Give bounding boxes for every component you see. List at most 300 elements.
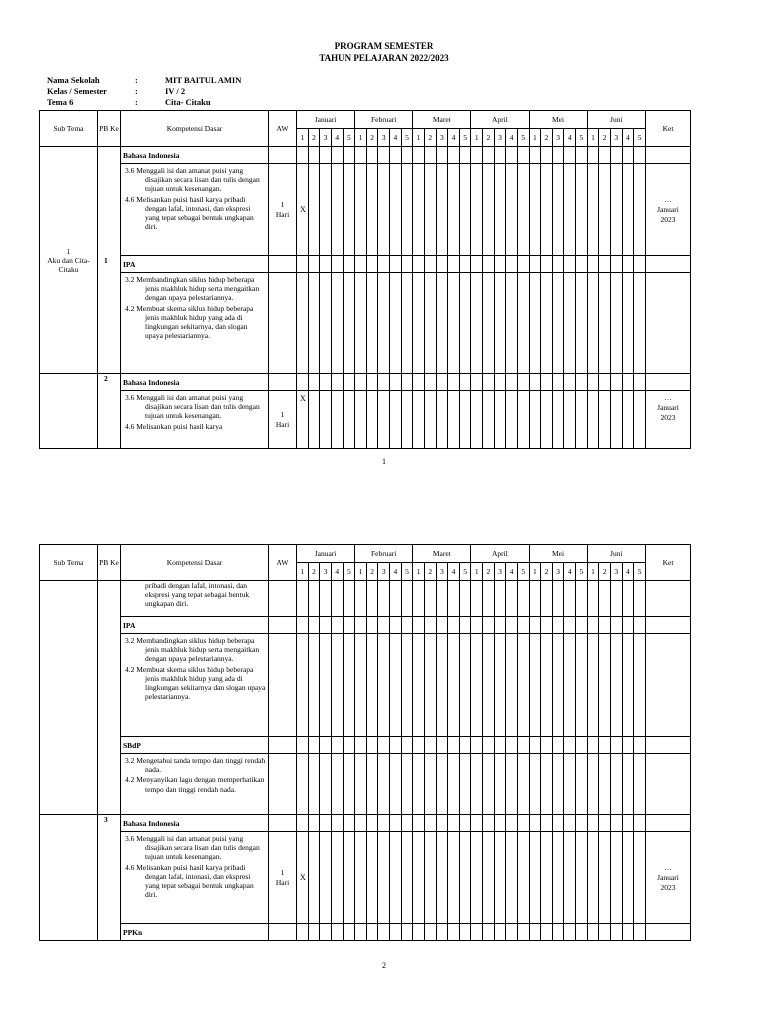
week-cell [552, 273, 564, 374]
header-month: Maret [413, 545, 471, 563]
week-cell [459, 832, 471, 924]
week-cell [424, 147, 436, 164]
week-cell [599, 754, 611, 815]
week-cell [459, 617, 471, 634]
week-cell [366, 815, 378, 832]
week-cell [448, 391, 460, 449]
week-cell [517, 924, 529, 941]
week-number: 2 [483, 129, 495, 147]
aw-cell [269, 164, 297, 256]
week-cell [622, 374, 634, 391]
week-number: 2 [308, 129, 320, 147]
week-cell [413, 391, 425, 449]
page-number: 2 [382, 961, 386, 970]
week-cell [587, 924, 599, 941]
week-cell [517, 832, 529, 924]
kd-text: 4.6 Melisankan puisi hasil karya [125, 421, 223, 431]
week-cell [320, 256, 332, 273]
week-cell [506, 617, 518, 634]
week-cell [401, 273, 413, 374]
week-cell [610, 754, 622, 815]
week-cell [401, 754, 413, 815]
week-cell [355, 374, 367, 391]
week-cell [599, 374, 611, 391]
week-cell [610, 737, 622, 754]
week-cell [471, 737, 483, 754]
week-cell [343, 164, 355, 256]
week-cell [552, 832, 564, 924]
week-number: 4 [564, 129, 576, 147]
week-cell [587, 273, 599, 374]
week-cell [576, 147, 588, 164]
week-cell [634, 391, 646, 449]
week-number: 4 [331, 129, 343, 147]
week-cell [448, 754, 460, 815]
week-cell [599, 924, 611, 941]
document-subtitle: TAHUN PELAJARAN 2022/2023 [319, 53, 449, 63]
week-cell [587, 164, 599, 256]
week-cell [599, 634, 611, 737]
week-cell [610, 832, 622, 924]
week-number: 4 [390, 563, 402, 581]
week-cell [378, 737, 390, 754]
week-cell [390, 391, 402, 449]
ket-month: Januari [657, 204, 679, 214]
week-cell [622, 581, 634, 617]
document-title: PROGRAM SEMESTER [334, 41, 434, 51]
week-cell [355, 147, 367, 164]
week-cell [297, 147, 309, 164]
week-cell [541, 737, 553, 754]
week-cell [517, 581, 529, 617]
week-cell [517, 815, 529, 832]
week-cell [331, 924, 343, 941]
week-cell [401, 374, 413, 391]
week-cell [355, 164, 367, 256]
week-cell [413, 256, 425, 273]
week-cell [401, 815, 413, 832]
week-cell [634, 634, 646, 737]
kd-text: 3.2 Membandingkan siklus hidup beberapa jenis makhluk hidup serta mengaitkan dengan upaya pelestariannya. [125, 636, 260, 664]
week-cell [448, 374, 460, 391]
week-cell [320, 164, 332, 256]
week-cell [424, 164, 436, 256]
week-cell [483, 273, 495, 374]
week-cell [576, 164, 588, 256]
week-cell [599, 256, 611, 273]
week-cell [390, 634, 402, 737]
info-label: Nama Sekolah [47, 75, 100, 85]
week-cell [634, 832, 646, 924]
week-cell [483, 634, 495, 737]
week-cell [390, 754, 402, 815]
week-number: 4 [448, 129, 460, 147]
header-month: Mei [529, 545, 587, 563]
kd-cell [121, 164, 269, 256]
week-cell [552, 815, 564, 832]
week-cell [297, 617, 309, 634]
week-cell [366, 391, 378, 449]
week-cell [378, 164, 390, 256]
header-month: Februari [355, 545, 413, 563]
week-cell [308, 147, 320, 164]
week-cell [331, 581, 343, 617]
week-number: 4 [506, 129, 518, 147]
ket-ellipsis: … [664, 393, 672, 402]
week-cell [424, 256, 436, 273]
info-value: MIT BAITUL AMIN [165, 75, 242, 85]
kd-cell [121, 832, 269, 924]
week-cell [320, 617, 332, 634]
week-cell [494, 815, 506, 832]
week-cell [366, 832, 378, 924]
week-cell [552, 617, 564, 634]
week-cell [297, 737, 309, 754]
week-cell [436, 832, 448, 924]
week-cell [494, 737, 506, 754]
week-cell [448, 581, 460, 617]
week-cell [622, 754, 634, 815]
week-cell [471, 164, 483, 256]
week-cell [436, 256, 448, 273]
week-cell [610, 815, 622, 832]
week-cell [459, 581, 471, 617]
week-number: 2 [541, 129, 553, 147]
week-cell [401, 256, 413, 273]
week-cell [436, 815, 448, 832]
week-cell [308, 737, 320, 754]
week-cell [529, 164, 541, 256]
week-cell [541, 924, 553, 941]
week-cell [587, 815, 599, 832]
week-cell [343, 256, 355, 273]
info-value: IV / 2 [165, 86, 186, 96]
week-cell [355, 581, 367, 617]
week-number: 4 [448, 563, 460, 581]
week-cell [331, 164, 343, 256]
week-cell [506, 581, 518, 617]
week-cell [599, 147, 611, 164]
week-number: 5 [517, 129, 529, 147]
week-cell [413, 273, 425, 374]
program-semester-table-page-1 [39, 110, 691, 449]
week-cell [529, 581, 541, 617]
week-cell [622, 273, 634, 374]
week-cell [564, 391, 576, 449]
week-cell [297, 273, 309, 374]
week-cell [599, 391, 611, 449]
week-cell [459, 737, 471, 754]
week-cell [576, 391, 588, 449]
week-cell [297, 754, 309, 815]
ket-year: 2023 [660, 413, 676, 422]
week-cell [599, 581, 611, 617]
week-cell [297, 256, 309, 273]
week-cell [552, 737, 564, 754]
week-cell [517, 391, 529, 449]
week-cell [343, 754, 355, 815]
week-cell [587, 581, 599, 617]
week-cell [552, 374, 564, 391]
pb-number: 3 [98, 815, 121, 941]
week-cell [297, 924, 309, 941]
week-cell [517, 374, 529, 391]
week-cell [413, 815, 425, 832]
week-cell [494, 832, 506, 924]
aw-unit: Hari [275, 209, 290, 219]
week-cell [494, 754, 506, 815]
week-cell [436, 273, 448, 374]
week-cell [308, 924, 320, 941]
week-cell [424, 391, 436, 449]
week-number: 1 [413, 563, 425, 581]
week-cell [517, 164, 529, 256]
week-cell [506, 924, 518, 941]
week-cell [529, 815, 541, 832]
week-cell [517, 273, 529, 374]
week-cell [448, 147, 460, 164]
week-cell [320, 924, 332, 941]
info-sep: : [135, 75, 138, 85]
week-cell [331, 815, 343, 832]
kd-text: 3.6 Menggali isi dan amanat puisi yang disajikan secara lisan dan tulis dengan tujuan untuk kesenangan. [125, 166, 260, 194]
week-cell [378, 374, 390, 391]
week-cell [459, 374, 471, 391]
week-cell [494, 256, 506, 273]
week-cell [506, 256, 518, 273]
week-cell [390, 147, 402, 164]
week-cell [355, 256, 367, 273]
week-cell [448, 256, 460, 273]
kd-text: 3.2 Mengetahui tanda tempo dan tinggi rendah nada. [125, 756, 266, 775]
week-number: 1 [529, 563, 541, 581]
week-cell [494, 391, 506, 449]
week-cell [355, 815, 367, 832]
week-cell [413, 832, 425, 924]
week-number: 4 [622, 563, 634, 581]
week-cell [506, 147, 518, 164]
info-value: Cita- Citaku [165, 97, 211, 107]
week-cell [599, 273, 611, 374]
week-cell [576, 374, 588, 391]
week-cell [599, 737, 611, 754]
week-cell [297, 815, 309, 832]
week-cell [436, 617, 448, 634]
week-cell [610, 924, 622, 941]
week-cell [506, 815, 518, 832]
week-number: 1 [471, 563, 483, 581]
week-cell [378, 273, 390, 374]
week-cell [459, 256, 471, 273]
week-cell [320, 581, 332, 617]
week-cell [355, 737, 367, 754]
week-cell [541, 273, 553, 374]
week-cell [564, 815, 576, 832]
week-number: 1 [587, 563, 599, 581]
week-cell [331, 374, 343, 391]
week-cell [634, 273, 646, 374]
week-cell [587, 374, 599, 391]
week-cell [564, 617, 576, 634]
info-label: Kelas / Semester [47, 86, 107, 96]
week-cell [459, 273, 471, 374]
week-cell [343, 273, 355, 374]
week-cell [587, 634, 599, 737]
week-cell [401, 617, 413, 634]
week-cell [576, 754, 588, 815]
week-number: 1 [587, 129, 599, 147]
week-cell [320, 147, 332, 164]
week-cell [494, 147, 506, 164]
week-number: 3 [378, 563, 390, 581]
week-cell [436, 634, 448, 737]
kd-text: 4.2 Membuat skema siklus hidup beberapa jenis makhluk hidup yang ada di lingkungan sekitarnya dan slogan upaya pelestariannya. [125, 664, 266, 702]
week-cell [471, 256, 483, 273]
header-month: April [471, 111, 529, 129]
kd-cell [121, 581, 269, 617]
week-cell [529, 924, 541, 941]
week-cell [459, 147, 471, 164]
week-cell [459, 815, 471, 832]
week-cell [634, 164, 646, 256]
week-cell [401, 634, 413, 737]
week-cell [576, 634, 588, 737]
week-cell [390, 815, 402, 832]
week-cell [401, 832, 413, 924]
week-cell [320, 634, 332, 737]
week-cell [320, 273, 332, 374]
header-month: Maret [413, 111, 471, 129]
week-number: 5 [634, 563, 646, 581]
week-cell [634, 924, 646, 941]
week-cell [366, 581, 378, 617]
week-cell [552, 924, 564, 941]
kd-text: 4.2 Membuat skema siklus hidup beberapa jenis makhluk hidup yang ada di lingkungan sekitarnya, dan slogan upaya pelestariannya. [125, 303, 254, 341]
header-ket: Ket [646, 545, 691, 581]
week-cell [424, 737, 436, 754]
week-number: 3 [494, 129, 506, 147]
week-cell [483, 391, 495, 449]
week-cell [529, 391, 541, 449]
week-cell [587, 832, 599, 924]
week-cell [390, 164, 402, 256]
week-cell [552, 634, 564, 737]
week-cell [564, 581, 576, 617]
header-pb-ke: PB Ke [98, 545, 121, 581]
week-cell [471, 924, 483, 941]
week-number: 3 [320, 129, 332, 147]
sub-tema-number: 1 [66, 246, 71, 256]
week-cell [413, 374, 425, 391]
week-cell [459, 924, 471, 941]
subject-label: SBdP [121, 737, 269, 754]
week-number: 3 [320, 563, 332, 581]
week-number: 3 [610, 129, 622, 147]
subject-label: IPA [121, 617, 269, 634]
week-cell [587, 391, 599, 449]
week-cell [424, 374, 436, 391]
week-cell [343, 374, 355, 391]
week-cell [390, 617, 402, 634]
week-cell [576, 273, 588, 374]
week-cell [529, 754, 541, 815]
week-cell [378, 815, 390, 832]
week-cell [413, 617, 425, 634]
week-cell [459, 164, 471, 256]
header-pb-ke: PB Ke [98, 111, 121, 147]
week-cell [564, 273, 576, 374]
week-cell [320, 832, 332, 924]
week-cell [576, 617, 588, 634]
week-cell [541, 147, 553, 164]
week-cell [483, 737, 495, 754]
week-cell [506, 164, 518, 256]
week-cell [343, 815, 355, 832]
week-number: 1 [297, 563, 309, 581]
week-number: 1 [413, 129, 425, 147]
ket-cell [646, 164, 691, 256]
header-month: Juni [587, 545, 645, 563]
week-cell [436, 391, 448, 449]
header-month: Januari [297, 545, 355, 563]
week-cell [471, 273, 483, 374]
week-cell [297, 374, 309, 391]
week-cell [494, 164, 506, 256]
week-cell [610, 374, 622, 391]
week-cell [401, 581, 413, 617]
week-cell [483, 256, 495, 273]
week-number: 5 [459, 129, 471, 147]
week-cell [541, 391, 553, 449]
week-number: 5 [576, 563, 588, 581]
week-cell [622, 256, 634, 273]
week-cell [587, 617, 599, 634]
week-cell [378, 924, 390, 941]
week-cell [541, 374, 553, 391]
week-cell [308, 617, 320, 634]
week-cell [320, 754, 332, 815]
week-cell [378, 256, 390, 273]
week-cell [331, 617, 343, 634]
week-cell [308, 256, 320, 273]
week-cell [390, 924, 402, 941]
week-cell [471, 754, 483, 815]
week-cell [343, 634, 355, 737]
week-number: 2 [424, 129, 436, 147]
week-cell [552, 147, 564, 164]
week-number: 3 [610, 563, 622, 581]
week-number: 2 [541, 563, 553, 581]
week-cell [436, 164, 448, 256]
ket-month: Januari [657, 403, 679, 412]
subject-label: IPA [121, 256, 269, 273]
week-cell [622, 815, 634, 832]
header-aw: AW [269, 545, 297, 581]
week-cell [448, 815, 460, 832]
week-number: 1 [355, 129, 367, 147]
week-cell [390, 256, 402, 273]
week-cell [401, 147, 413, 164]
header-aw: AW [269, 111, 297, 147]
week-cell [366, 273, 378, 374]
header-month: Januari [297, 111, 355, 129]
week-cell [483, 815, 495, 832]
week-cell [634, 256, 646, 273]
week-cell [331, 391, 343, 449]
week-cell [494, 924, 506, 941]
week-cell [448, 634, 460, 737]
week-cell [343, 737, 355, 754]
